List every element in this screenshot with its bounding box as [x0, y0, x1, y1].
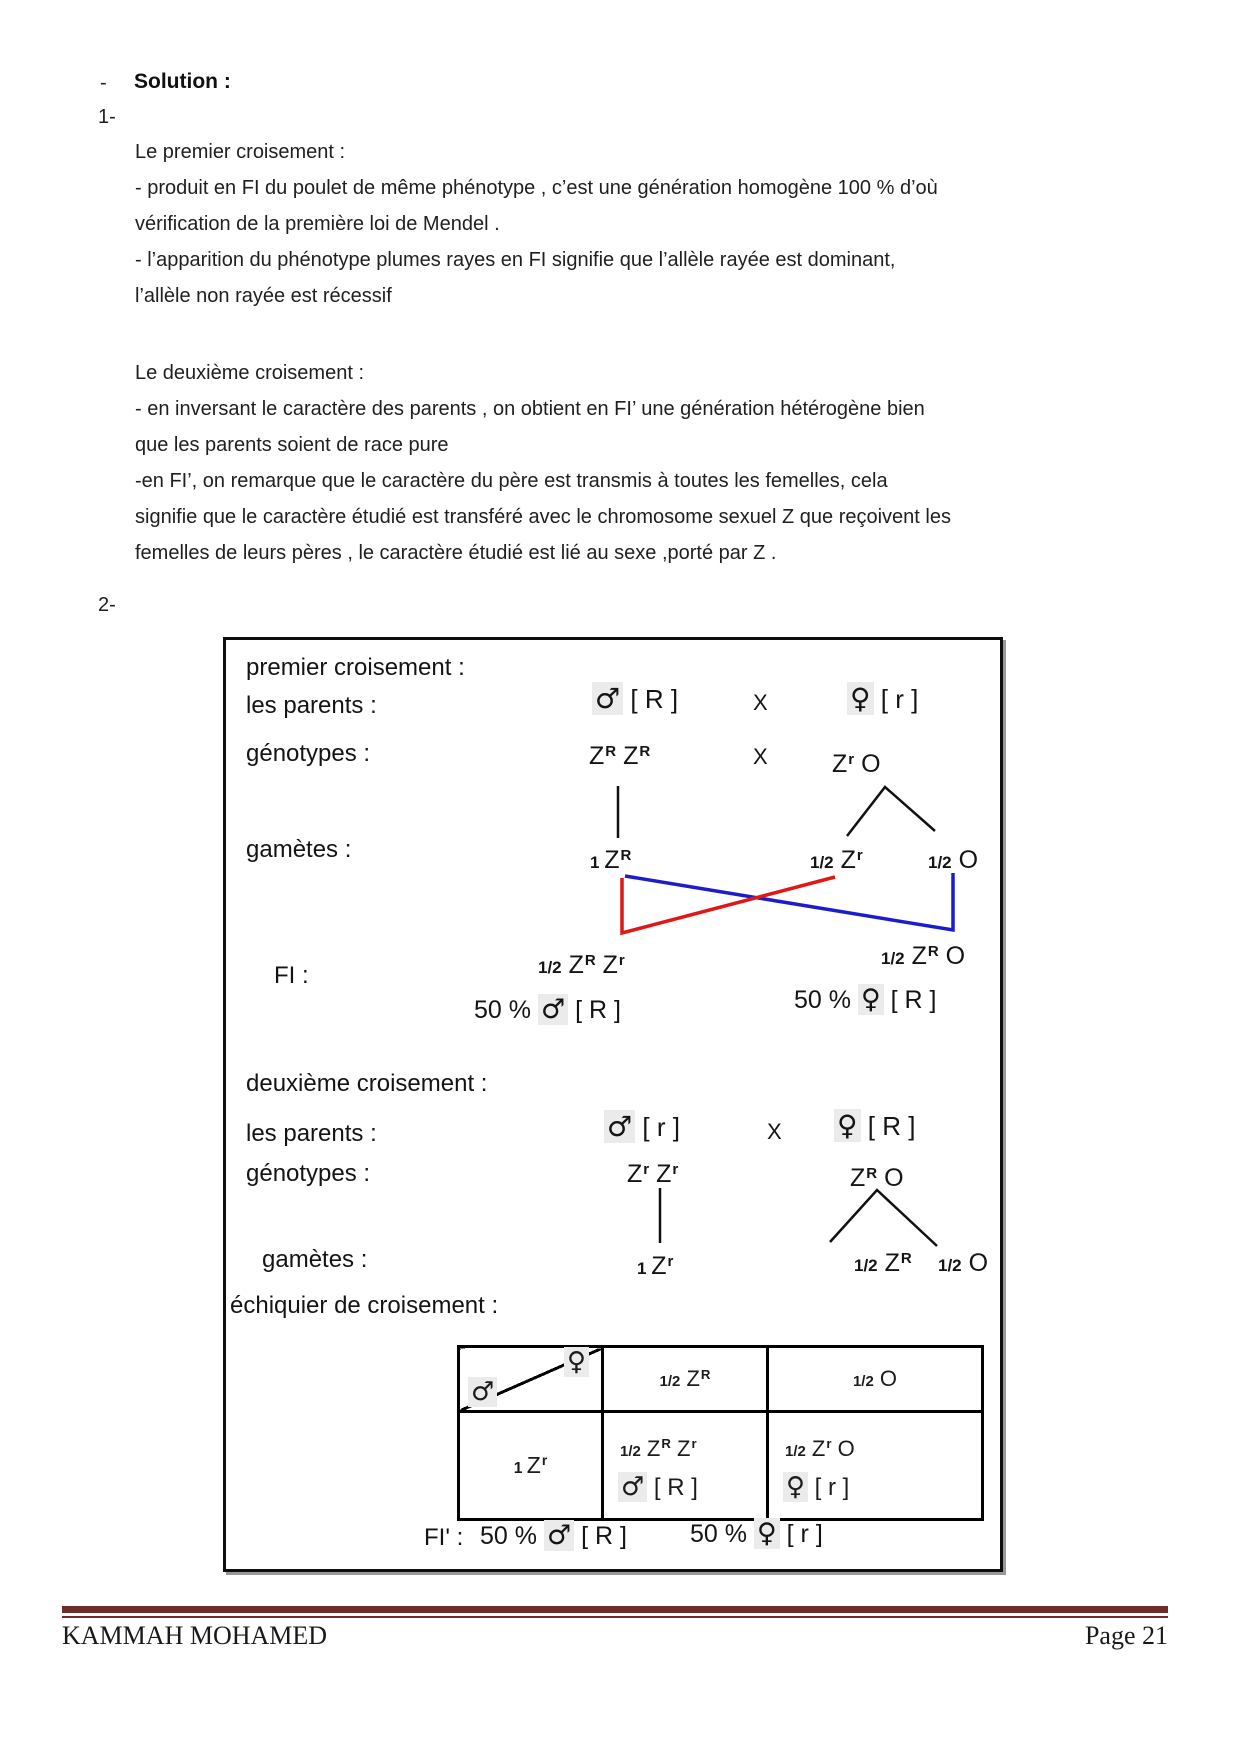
- f1-genotype-2: 1/2 $Z^R$ O: [881, 942, 966, 970]
- female-gamete-1: 1/2 $Z^r$: [810, 846, 863, 874]
- first-cross-title: premier croisement :: [246, 654, 465, 681]
- cell-genotype: 1/2 $Z^r$ O: [785, 1435, 855, 1461]
- footer-author: KAMMAH MOHAMED: [62, 1621, 328, 1650]
- female-gamete-2: 1/2 O: [938, 1249, 989, 1277]
- footer-rule-thin: [62, 1616, 1168, 1618]
- punnett-corner-cell: [459, 1347, 603, 1412]
- female-branch-caret: [847, 787, 935, 836]
- paragraph2-line: - en inversant le caractère des parents , on obtient en FI’ une génération hétérogène bien: [135, 398, 925, 420]
- male-symbol: ♂: [468, 1379, 497, 1407]
- f1-prime-label: FI' :: [424, 1524, 464, 1551]
- genotypes-label: génotypes :: [246, 1160, 371, 1187]
- female-symbol: ♀: [564, 1349, 589, 1377]
- f1-genotype-1: 1/2 $Z^R$ $Z^r$: [538, 951, 625, 979]
- paragraph2-line: femelles de leurs pères , le caractère étudié est lié au sexe ,porté par Z .: [135, 542, 777, 564]
- female-genotype: $Z^R$ O: [850, 1164, 904, 1192]
- punnett-col-header: 1/2 $Z^R$: [603, 1347, 768, 1412]
- paragraph2-line: Le deuxième croisement :: [135, 362, 365, 384]
- gametes-label: gamètes :: [262, 1246, 368, 1273]
- female-parent-phenotype: ♀ [ r ]: [847, 684, 918, 715]
- cross-symbol: X: [753, 744, 768, 769]
- male-genotype: $Z^R$ $Z^R$: [589, 742, 651, 770]
- paragraph2-line: que les parents soient de race pure: [135, 434, 449, 456]
- female-gamete-2: 1/2 O: [928, 846, 979, 874]
- male-gamete: 1 $Z^r$: [637, 1252, 674, 1280]
- cross-symbol: X: [767, 1119, 782, 1144]
- gametes-label: gamètes :: [246, 836, 352, 863]
- punnett-cell: [768, 1412, 983, 1520]
- footer-page-number: Page 21: [1084, 1621, 1168, 1650]
- footer: [62, 1621, 1168, 1651]
- f1-prime-phenotype-2: 50 % ♀ [ r ]: [690, 1518, 823, 1549]
- punnett-header-row: [459, 1347, 983, 1412]
- punnett-cell: [603, 1412, 768, 1520]
- male-parent-phenotype: ♂ [ R ]: [592, 684, 678, 715]
- female-parent-phenotype: ♀ [ R ]: [834, 1111, 915, 1142]
- punnett-table: [457, 1345, 984, 1521]
- female-gamete-1: 1/2 $Z^R$: [854, 1249, 912, 1277]
- parents-label: les parents :: [246, 692, 377, 719]
- cell-phenotype: ♀ [ r ]: [769, 1462, 981, 1502]
- punnett-row-header: 1 $Z^r$: [459, 1412, 603, 1520]
- genotypes-label: génotypes :: [246, 740, 371, 767]
- gamete-cross-line-blue: [625, 873, 953, 930]
- checkerboard-label: échiquier de croisement :: [230, 1292, 499, 1319]
- punnett-col-header: 1/2 O: [768, 1347, 983, 1412]
- cross-symbol: X: [753, 690, 768, 715]
- punnett-data-row: [459, 1412, 983, 1520]
- paragraph2-line: signifie que le caractère étudié est transféré avec le chromosome sexuel Z que reçoivent les: [135, 506, 951, 528]
- item-1-marker: 1-: [98, 106, 116, 128]
- paragraph1-line: vérification de la première loi de Mendel .: [135, 213, 500, 235]
- parents-label: les parents :: [246, 1120, 377, 1147]
- footer-rule-thick: [62, 1606, 1168, 1613]
- male-genotype: $Z^r$ $Z^r$: [627, 1160, 679, 1188]
- paragraph1-line: - produit en FI du poulet de même phénotype , c’est une génération homogène 100 % d’où: [135, 177, 938, 199]
- f1-phenotype-2: 50 % ♀ [ R ]: [794, 984, 937, 1015]
- second-cross-title: deuxième croisement :: [246, 1070, 488, 1097]
- solution-bullet: -: [100, 72, 107, 94]
- f1-label: FI :: [274, 962, 309, 989]
- paragraph1-line: Le premier croisement :: [135, 141, 346, 163]
- male-parent-phenotype: ♂ [ r ]: [604, 1112, 680, 1143]
- male-gamete: 1 $Z^R$: [590, 846, 632, 874]
- cell-genotype: 1/2 $Z^R$ $Z^r$: [620, 1435, 697, 1461]
- f1-phenotype-1: 50 % ♂ [ R ]: [474, 994, 621, 1025]
- cross-diagram-box: [223, 637, 1003, 1572]
- paragraph2-line: -en FI’, on remarque que le caractère du père est transmis à toutes les femelles, cela: [135, 470, 888, 492]
- female-genotype: $Z^r$ O: [832, 750, 881, 778]
- item-2-marker: 2-: [98, 594, 116, 616]
- page-title: Solution :: [134, 70, 231, 93]
- paragraph1-line: l’allèle non rayée est récessif: [135, 285, 392, 307]
- f1-prime-phenotype-1: 50 % ♂ [ R ]: [480, 1520, 627, 1551]
- paragraph1-line: - l’apparition du phénotype plumes rayes en FI signifie que l’allèle rayée est dominant,: [135, 249, 896, 271]
- female-branch-caret: [830, 1190, 937, 1246]
- cell-phenotype: ♂ [ R ]: [604, 1462, 766, 1502]
